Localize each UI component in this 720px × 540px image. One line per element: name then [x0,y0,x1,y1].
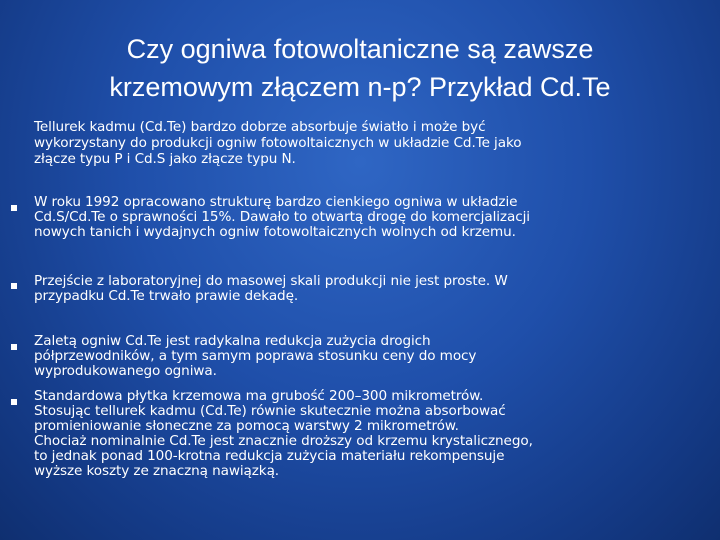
slide-title-line: krzemowym złączem n-p? Przykład Cd.Te [109,72,611,102]
bullet-line: promieniowanie słoneczne za pomocą warstwy 2 mikrometrów. [34,418,459,434]
bullet-line: Stosując tellurek kadmu (Cd.Te) równie skutecznie można absorbować [34,403,506,419]
bullet-line: wyprodukowanego ogniwa. [34,363,217,379]
intro-line: złącze typu P i Cd.S jako złącze typu N. [34,151,296,167]
bullet-item [34,195,714,240]
bullet-item [34,274,714,304]
bullet-line: wyższe koszty ze znaczną nawiązką. [34,463,280,479]
bullet-square-icon [11,205,17,211]
bullet-line: półprzewodników, a tym samym poprawa stosunku ceny do mocy [34,348,477,364]
intro-paragraph [34,119,704,167]
bullet-line: W roku 1992 opracowano strukturę bardzo cienkiego ogniwa w układzie [34,194,518,210]
bullet-line: Zaletą ogniw Cd.Te jest radykalna redukcja zużycia drogich [34,333,431,349]
bullet-line: przypadku Cd.Te trwało prawie dekadę. [34,288,299,304]
bullet-line: to jednak ponad 100-krotna redukcja zużycia materiału rekompensuje [34,448,505,464]
bullet-line: Przejście z laboratoryjnej do masowej skali produkcji nie jest proste. W [34,273,508,289]
intro-line: wykorzystany do produkcji ogniw fotowoltaicznych w układzie Cd.Te jako [34,135,522,151]
bullet-line: nowych tanich i wydajnych ogniw fotowoltaicznych wolnych od krzemu. [34,224,516,240]
slide-title [40,30,680,106]
bullet-square-icon [11,344,17,350]
bullet-square-icon [11,399,17,405]
bullet-line: Cd.S/Cd.Te o sprawności 15%. Dawało to otwartą drogę do komercjalizacji [34,209,530,225]
bullet-item [34,334,714,379]
intro-line: Tellurek kadmu (Cd.Te) bardzo dobrze absorbuje światło i może być [34,119,486,135]
bullet-line: Chociaż nominalnie Cd.Te jest znacznie droższy od krzemu krystalicznego, [34,433,533,449]
bullet-square-icon [11,283,17,289]
bullet-line: Standardowa płytka krzemowa ma grubość 200–300 mikrometrów. [34,388,484,404]
bullet-item [34,389,714,479]
slide-title-line: Czy ogniwa fotowoltaniczne są zawsze [126,34,594,64]
